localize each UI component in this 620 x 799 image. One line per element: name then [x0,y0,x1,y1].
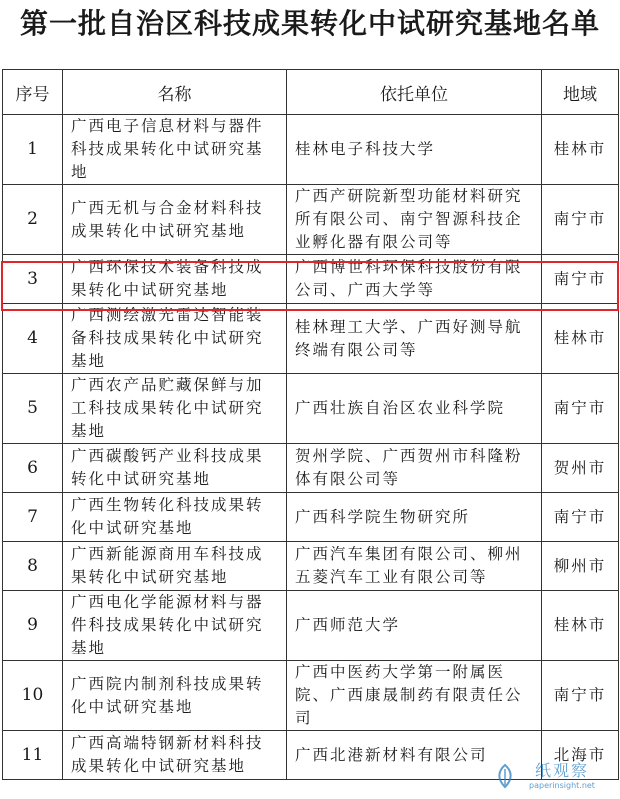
row-region: 桂林市 [542,115,619,185]
row-seq: 7 [3,493,63,542]
table-row [3,444,619,493]
watermark-brand: 纸观察 [534,761,589,780]
table-row [3,591,619,661]
row-region: 柳州市 [542,542,619,591]
row-region: 南宁市 [542,185,619,255]
row-org: 广西壮族自治区农业科学院 [287,374,542,444]
table-header-row [3,70,619,115]
watermark-site: paperinsight.net [529,781,595,790]
row-org: 广西北港新材料有限公司 [287,731,542,780]
header-name: 名称 [63,70,287,115]
row-name: 广西电子信息材料与器件科技成果转化中试研究基地 [63,115,287,185]
header-region: 地域 [542,70,619,115]
table-row [3,493,619,542]
table-row [3,374,619,444]
table-row [3,115,619,185]
row-name: 广西测绘激光雷达智能装备科技成果转化中试研究基地 [63,304,287,374]
row-region: 桂林市 [542,591,619,661]
row-name: 广西院内制剂科技成果转化中试研究基地 [63,661,287,731]
row-org: 广西博世科环保科技股份有限公司、广西大学等 [287,255,542,304]
table-row [3,185,619,255]
header-org: 依托单位 [287,70,542,115]
row-region: 南宁市 [542,374,619,444]
row-org: 广西汽车集团有限公司、柳州五菱汽车工业有限公司等 [287,542,542,591]
row-seq: 9 [3,591,63,661]
watermark [510,761,614,793]
row-name: 广西碳酸钙产业科技成果转化中试研究基地 [63,444,287,493]
row-org: 桂林理工大学、广西好测导航终端有限公司等 [287,304,542,374]
header-seq: 序号 [3,70,63,115]
row-region: 贺州市 [542,444,619,493]
row-region: 南宁市 [542,661,619,731]
row-seq: 10 [3,661,63,731]
table-row [3,542,619,591]
row-name: 广西农产品贮藏保鲜与加工科技成果转化中试研究基地 [63,374,287,444]
row-seq: 3 [3,255,63,304]
row-region: 南宁市 [542,255,619,304]
leaf-logo-icon [494,763,516,789]
row-region: 北海市 [542,731,619,780]
row-name: 广西电化学能源材料与器件科技成果转化中试研究基地 [63,591,287,661]
row-org: 贺州学院、广西贺州市科隆粉体有限公司等 [287,444,542,493]
row-name: 广西无机与合金材料科技成果转化中试研究基地 [63,185,287,255]
row-org: 广西产研院新型功能材料研究所有限公司、南宁智源科技企业孵化器有限公司等 [287,185,542,255]
row-seq: 8 [3,542,63,591]
row-seq: 6 [3,444,63,493]
row-name: 广西新能源商用车科技成果转化中试研究基地 [63,542,287,591]
row-seq: 1 [3,115,63,185]
row-seq: 11 [3,731,63,780]
row-region: 桂林市 [542,304,619,374]
row-name: 广西生物转化科技成果转化中试研究基地 [63,493,287,542]
row-org: 广西师范大学 [287,591,542,661]
table-row [3,304,619,374]
row-name: 广西环保技术装备科技成果转化中试研究基地 [63,255,287,304]
row-org: 广西中医药大学第一附属医院、广西康晟制药有限责任公司 [287,661,542,731]
document-title: 第一批自治区科技成果转化中试研究基地名单 [19,7,600,40]
row-seq: 5 [3,374,63,444]
table-row [3,661,619,731]
row-region: 南宁市 [542,493,619,542]
row-seq: 2 [3,185,63,255]
row-org: 桂林电子科技大学 [287,115,542,185]
row-org: 广西科学院生物研究所 [287,493,542,542]
research-base-table [2,69,619,780]
row-name: 广西高端特钢新材料科技成果转化中试研究基地 [63,731,287,780]
table-row [3,255,619,304]
row-seq: 4 [3,304,63,374]
